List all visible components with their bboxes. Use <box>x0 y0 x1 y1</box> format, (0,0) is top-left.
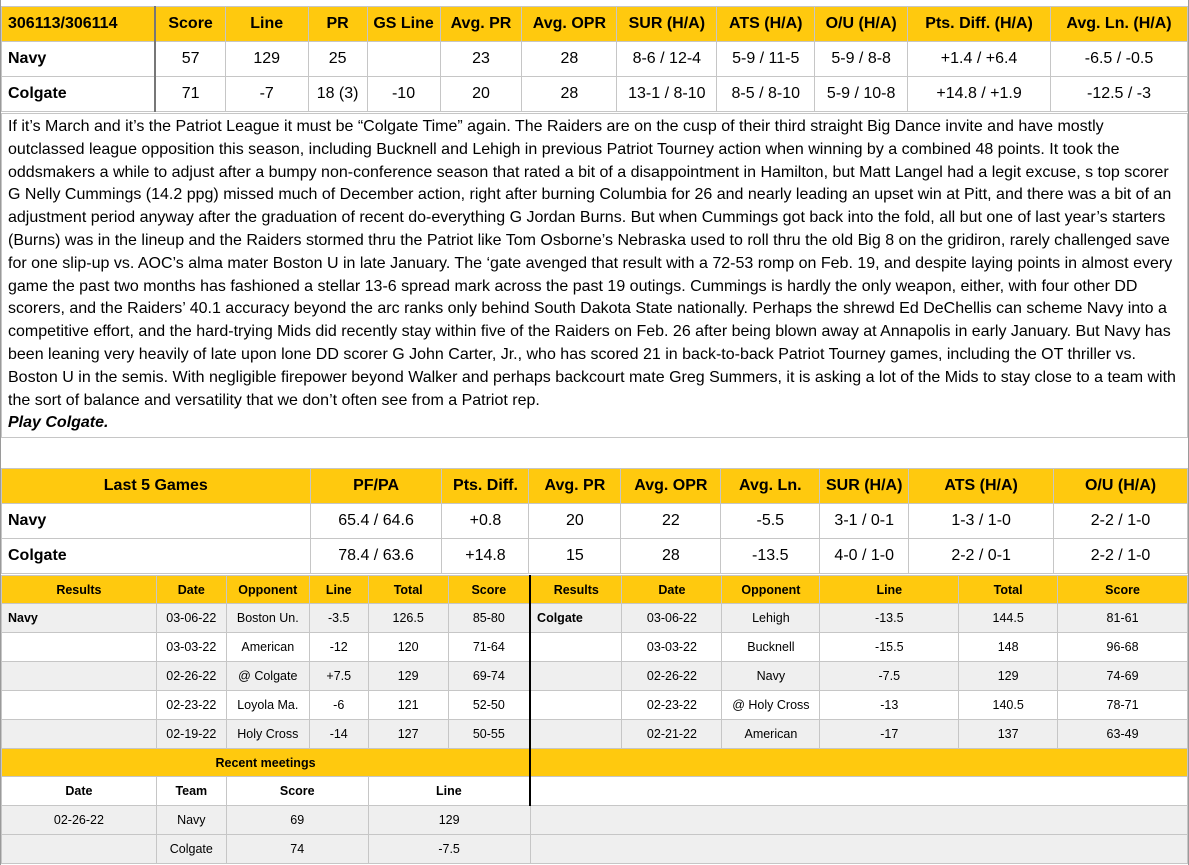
cell: 03-06-22 <box>156 604 226 633</box>
results-header-row <box>2 576 1188 604</box>
cell: -14 <box>309 720 368 749</box>
col-score: Score <box>155 7 225 42</box>
game-ids: 306113/306114 <box>2 7 156 42</box>
cell: 129 <box>368 662 448 691</box>
col-line: Line <box>820 576 959 604</box>
cell: 126.5 <box>368 604 448 633</box>
col-pr: PR <box>308 7 367 42</box>
col-date: Date <box>156 576 226 604</box>
cell: 23 <box>440 42 522 77</box>
team-name: Colgate <box>2 77 156 112</box>
col-score: Score <box>448 576 530 604</box>
col-total: Total <box>368 576 448 604</box>
cell: 13-1 / 8-10 <box>617 77 717 112</box>
cell: 65.4 / 64.6 <box>310 504 442 539</box>
cell: Colgate <box>156 835 226 864</box>
cell: 02-19-22 <box>156 720 226 749</box>
cell: 2-2 / 1-0 <box>1054 539 1188 574</box>
col-score: Score <box>226 777 368 806</box>
cell <box>2 835 157 864</box>
cell: 15 <box>529 539 621 574</box>
cell: 1-3 / 1-0 <box>909 504 1054 539</box>
cell: 03-06-22 <box>622 604 722 633</box>
cell: 69-74 <box>448 662 530 691</box>
cell: 96-68 <box>1058 633 1188 662</box>
cell: 5-9 / 10-8 <box>815 77 908 112</box>
col-line: Line <box>368 777 530 806</box>
col-avg-ln: Avg. Ln. <box>721 469 820 504</box>
cell: 69 <box>226 806 368 835</box>
col-opponent: Opponent <box>226 576 309 604</box>
col-line: Line <box>309 576 368 604</box>
cell: -10 <box>367 77 440 112</box>
cell <box>530 777 1187 806</box>
results-table <box>1 575 1188 864</box>
cell: 85-80 <box>448 604 530 633</box>
cell: @ Colgate <box>226 662 309 691</box>
cell: 5-9 / 8-8 <box>815 42 908 77</box>
matchup-row-colgate <box>2 77 1188 112</box>
col-avg-pr: Avg. PR <box>440 7 522 42</box>
cell: 28 <box>522 42 617 77</box>
col-total: Total <box>959 576 1058 604</box>
table-row <box>2 633 1188 662</box>
col-ats: ATS (H/A) <box>717 7 815 42</box>
col-avg-pr: Avg. PR <box>529 469 621 504</box>
table-row <box>2 835 1188 864</box>
cell: 02-21-22 <box>622 720 722 749</box>
cell: 28 <box>621 539 721 574</box>
cell <box>530 835 1187 864</box>
cell: 78.4 / 63.6 <box>310 539 442 574</box>
cell: 8-5 / 8-10 <box>717 77 815 112</box>
cell: +7.5 <box>309 662 368 691</box>
cell: Navy <box>156 806 226 835</box>
cell: -7 <box>225 77 308 112</box>
cell: +14.8 <box>442 539 529 574</box>
col-date: Date <box>2 777 157 806</box>
cell: Boston Un. <box>226 604 309 633</box>
cell: 63-49 <box>1058 720 1188 749</box>
cell: Bucknell <box>722 633 820 662</box>
col-sur: SUR (H/A) <box>820 469 909 504</box>
play-recommendation: Play Colgate. <box>8 414 109 432</box>
cell: 148 <box>959 633 1058 662</box>
cell <box>367 42 440 77</box>
cell: 140.5 <box>959 691 1058 720</box>
cell: 127 <box>368 720 448 749</box>
col-date: Date <box>622 576 722 604</box>
cell: +1.4 / +6.4 <box>908 42 1051 77</box>
cell: +14.8 / +1.9 <box>908 77 1051 112</box>
cell: 71 <box>155 77 225 112</box>
recent-meetings-title: Recent meetings <box>2 749 531 777</box>
cell: Navy <box>722 662 820 691</box>
cell: 52-50 <box>448 691 530 720</box>
cell <box>2 691 157 720</box>
cell: 2-2 / 0-1 <box>909 539 1054 574</box>
cell: 129 <box>368 806 530 835</box>
cell: -3.5 <box>309 604 368 633</box>
table-row <box>2 691 1188 720</box>
cell <box>530 806 1187 835</box>
cell: American <box>226 633 309 662</box>
cell: -13.5 <box>820 604 959 633</box>
analysis-paragraph: If it’s March and it’s the Patriot League it must be “Colgate Time” again. The Raiders are on the cusp of their third straight Big Dance invite and have mostly outclassed league opposition this season, including Bucknell and Lehigh in previous Patriot Tourney action when winning by a combined 48 points. It took the oddsmakers a while to adjust after a bumpy non-conference season that rated a bit of a disappointment in Hamilton, but Matt Langel had a legit excuse, s top scorer G Nelly Cummings (14.2 ppg) missed much of December action, right after burning Columbia for 26 and nearly leading an upset win at Pitt, and there was a bit of an adjustment period anyway after the graduation of recent do-everything G Jordan Burns. But when Cummings got back into the fold, all but one of last year’s starters (Burns) was in the lineup and the Raiders stormed thru the Patriot like Tom Osborne’s Nebraska used to roll thru the old Big 8 on the gridiron, rarely challenged save for one slip-up vs. AOC’s alma mater Boston U in late January. The ‘gate avenged that result with a 72-53 romp on Feb. 19, and despite laying points in almost every game the past two months has fashioned a stellar 13-6 spread mark across the past 19 outings. Cummings is hardly the only weapon, either, with four other DD scorers, and the Raiders’ 40.1 accuracy beyond the arc ranks only behind South Dakota State nationally. Perhaps the shrewd Ed DeChellis can scheme Navy into a competitive effort, and the hard-trying Mids did recently stay within five of the Raiders on Feb. 26 after being blown away at Annapolis in early January. But Navy has been leaning very heavily of late upon lone DD scorer G John Carter, Jr., who has scored 21 in back-to-back Patriot Tourney games, including the OT thriller vs. Boston U in the semis. With negligible firepower beyond Walker and perhaps backcourt mate Greg Summers, it is asking a lot of the Mids to stay close to a team with the sort of balance and versatility that we don’t often see from a Patriot rep. <box>8 118 1176 409</box>
cell: 02-26-22 <box>156 662 226 691</box>
cell: 20 <box>529 504 621 539</box>
cell: -7.5 <box>368 835 530 864</box>
table-row <box>2 806 1188 835</box>
cell: 78-71 <box>1058 691 1188 720</box>
last5-row-colgate <box>2 539 1188 574</box>
col-ou: O/U (H/A) <box>1054 469 1188 504</box>
last5-table <box>1 468 1188 574</box>
cell: 3-1 / 0-1 <box>820 504 909 539</box>
recent-meetings-column-row <box>2 777 1188 806</box>
cell: 50-55 <box>448 720 530 749</box>
col-pts-diff: Pts. Diff. <box>442 469 529 504</box>
col-sur: SUR (H/A) <box>617 7 717 42</box>
cell: 71-64 <box>448 633 530 662</box>
cell: 02-23-22 <box>622 691 722 720</box>
recent-meetings-header <box>2 749 1188 777</box>
cell: American <box>722 720 820 749</box>
col-ats: ATS (H/A) <box>909 469 1054 504</box>
col-ou: O/U (H/A) <box>815 7 908 42</box>
cell: -13.5 <box>721 539 820 574</box>
col-score: Score <box>1058 576 1188 604</box>
team-name: Navy <box>2 504 311 539</box>
cell: 57 <box>155 42 225 77</box>
col-opponent: Opponent <box>722 576 820 604</box>
team-name: Colgate <box>530 604 622 633</box>
cell <box>530 720 622 749</box>
cell: 4-0 / 1-0 <box>820 539 909 574</box>
cell: -6 <box>309 691 368 720</box>
cell <box>2 662 157 691</box>
cell: -7.5 <box>820 662 959 691</box>
col-results: Results <box>2 576 157 604</box>
col-avg-opr: Avg. OPR <box>621 469 721 504</box>
table-row <box>2 662 1188 691</box>
cell: 137 <box>959 720 1058 749</box>
cell: -17 <box>820 720 959 749</box>
team-name: Colgate <box>2 539 311 574</box>
matchup-header-row <box>2 7 1188 42</box>
cell: -15.5 <box>820 633 959 662</box>
cell: 20 <box>440 77 522 112</box>
matchup-row-navy <box>2 42 1188 77</box>
cell: -5.5 <box>721 504 820 539</box>
cell: -6.5 / -0.5 <box>1051 42 1188 77</box>
analysis-text-block <box>1 113 1188 438</box>
team-name: Navy <box>2 604 157 633</box>
cell <box>530 633 622 662</box>
cell: Loyola Ma. <box>226 691 309 720</box>
cell: +0.8 <box>442 504 529 539</box>
last5-title: Last 5 Games <box>2 469 311 504</box>
col-line: Line <box>225 7 308 42</box>
cell: -12.5 / -3 <box>1051 77 1188 112</box>
cell: 22 <box>621 504 721 539</box>
cell: 129 <box>959 662 1058 691</box>
cell: 120 <box>368 633 448 662</box>
cell: 28 <box>522 77 617 112</box>
cell: 02-26-22 <box>622 662 722 691</box>
cell <box>530 662 622 691</box>
col-pf-pa: PF/PA <box>310 469 442 504</box>
col-gs-line: GS Line <box>367 7 440 42</box>
cell <box>530 691 622 720</box>
col-pts-diff: Pts. Diff. (H/A) <box>908 7 1051 42</box>
table-row <box>2 604 1188 633</box>
cell: -13 <box>820 691 959 720</box>
cell: 144.5 <box>959 604 1058 633</box>
table-row <box>2 720 1188 749</box>
cell: 81-61 <box>1058 604 1188 633</box>
cell: 03-03-22 <box>156 633 226 662</box>
last5-row-navy <box>2 504 1188 539</box>
last5-header-row <box>2 469 1188 504</box>
col-results: Results <box>530 576 622 604</box>
col-team: Team <box>156 777 226 806</box>
cell: 03-03-22 <box>622 633 722 662</box>
cell: 02-23-22 <box>156 691 226 720</box>
cell: 129 <box>225 42 308 77</box>
cell: 18 (3) <box>308 77 367 112</box>
cell: 74-69 <box>1058 662 1188 691</box>
cell: 121 <box>368 691 448 720</box>
col-avg-ln: Avg. Ln. (H/A) <box>1051 7 1188 42</box>
cell: 25 <box>308 42 367 77</box>
cell: Holy Cross <box>226 720 309 749</box>
matchup-table <box>1 6 1188 112</box>
cell <box>530 749 1187 777</box>
cell: 2-2 / 1-0 <box>1054 504 1188 539</box>
cell: 8-6 / 12-4 <box>617 42 717 77</box>
cell: 5-9 / 11-5 <box>717 42 815 77</box>
cell <box>2 720 157 749</box>
col-avg-opr: Avg. OPR <box>522 7 617 42</box>
cell: 02-26-22 <box>2 806 157 835</box>
cell: 74 <box>226 835 368 864</box>
team-name: Navy <box>2 42 156 77</box>
cell: -12 <box>309 633 368 662</box>
cell: Lehigh <box>722 604 820 633</box>
cell: @ Holy Cross <box>722 691 820 720</box>
cell <box>2 633 157 662</box>
